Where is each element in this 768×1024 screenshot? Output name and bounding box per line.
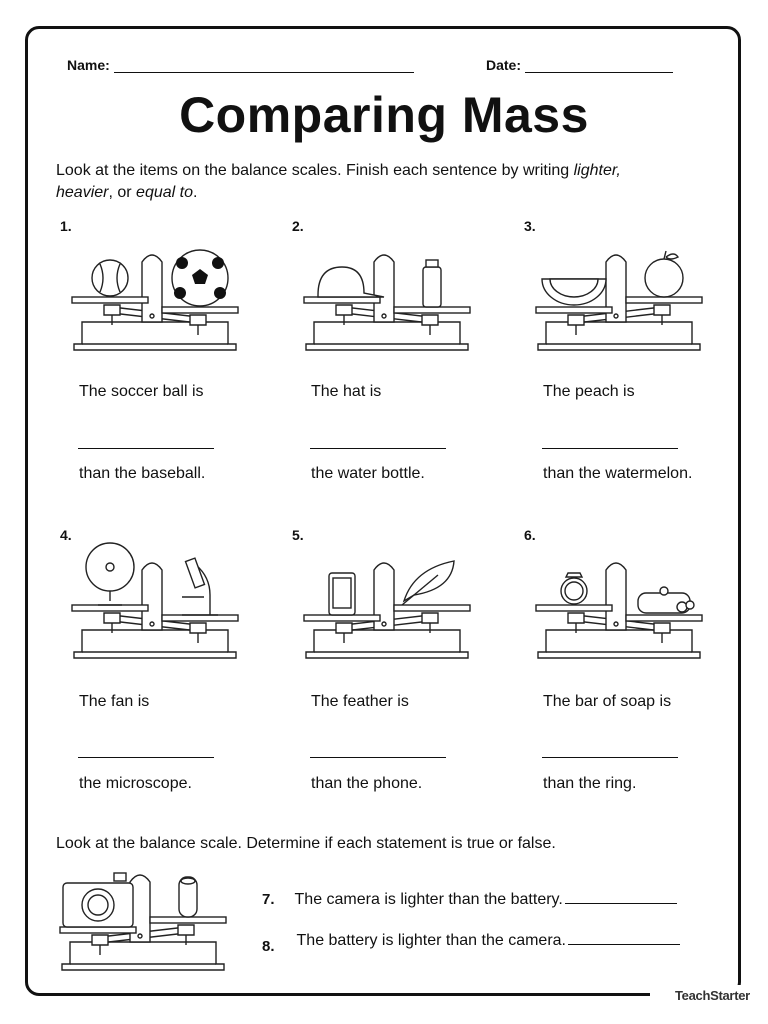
problem-number: 4. (60, 527, 72, 543)
scale-base (538, 630, 700, 658)
answer-line-8[interactable] (568, 944, 680, 945)
balance-scale (524, 240, 714, 355)
soap-icon (638, 587, 694, 613)
balance-scale-camera-battery (48, 860, 238, 970)
balance-scale (292, 548, 482, 663)
page-title: Comparing Mass (179, 87, 589, 143)
balance-scale (524, 548, 714, 663)
teachstarter-logo: TeachStarter (675, 988, 750, 1003)
problem-number: 1. (60, 218, 72, 234)
scale-base (62, 942, 224, 970)
fan-icon (86, 543, 134, 605)
date-field[interactable]: Date: (486, 57, 673, 73)
instructions-true-false: Look at the balance scale. Determine if each statement is true or false. (56, 835, 556, 852)
scale-base (538, 322, 700, 350)
right-pan (150, 917, 226, 945)
answer-line[interactable] (310, 757, 446, 758)
right-pan (626, 297, 702, 325)
left-pan (304, 297, 380, 325)
scale-base (306, 322, 468, 350)
problem-number: 2. (292, 218, 304, 234)
scale-base (306, 630, 468, 658)
answer-line[interactable] (542, 448, 678, 449)
sentence-end: than the baseball. (79, 465, 206, 482)
answer-line[interactable] (310, 448, 446, 449)
ring-icon (561, 573, 587, 604)
statement-7: 7. The camera is lighter than the battery. (262, 891, 677, 909)
sentence-end: the water bottle. (311, 465, 425, 482)
balance-scale (292, 240, 482, 355)
peach-icon (645, 251, 683, 297)
answer-line[interactable] (542, 757, 678, 758)
scale-base (74, 322, 236, 350)
problem-number: 5. (292, 527, 304, 543)
camera-icon (63, 873, 133, 927)
sentence-end: than the watermelon. (543, 465, 693, 482)
sentence-end: than the ring. (543, 775, 637, 792)
phone-icon (329, 573, 355, 615)
answer-line[interactable] (78, 448, 214, 449)
baseball-icon (92, 260, 128, 296)
name-field[interactable]: Name: (67, 57, 414, 73)
scale-base (74, 630, 236, 658)
sentence-start: The bar of soap is (543, 693, 672, 710)
battery-icon (179, 877, 197, 917)
instructions: Look at the items on the balance scales. Finish each sentence by writing lighter, heavier, or equal to. (56, 162, 621, 201)
problem-number: 6. (524, 527, 536, 543)
sentence-end: than the phone. (311, 775, 423, 792)
microscope-icon (182, 558, 218, 615)
sentence-start: The feather is (311, 693, 409, 710)
answer-line[interactable] (78, 757, 214, 758)
right-pan (394, 605, 470, 633)
watermelon-icon (542, 279, 606, 305)
sentence-start: The soccer ball is (79, 383, 204, 400)
sentence-end: the microscope. (79, 775, 192, 792)
left-pan (72, 297, 148, 325)
problem-number: 3. (524, 218, 536, 234)
water-bottle-icon (423, 260, 441, 307)
statement-8: 8. The battery is lighter than the camera. (262, 932, 680, 950)
feather-icon (402, 561, 454, 605)
left-pan (536, 605, 612, 633)
balance-scale (60, 548, 250, 663)
answer-line-7[interactable] (565, 903, 677, 904)
left-pan (72, 605, 148, 633)
balance-scale (60, 240, 250, 355)
sentence-start: The hat is (311, 383, 382, 400)
soccer-ball-icon (172, 250, 228, 306)
sentence-start: The peach is (543, 383, 635, 400)
sentence-start: The fan is (79, 693, 150, 710)
